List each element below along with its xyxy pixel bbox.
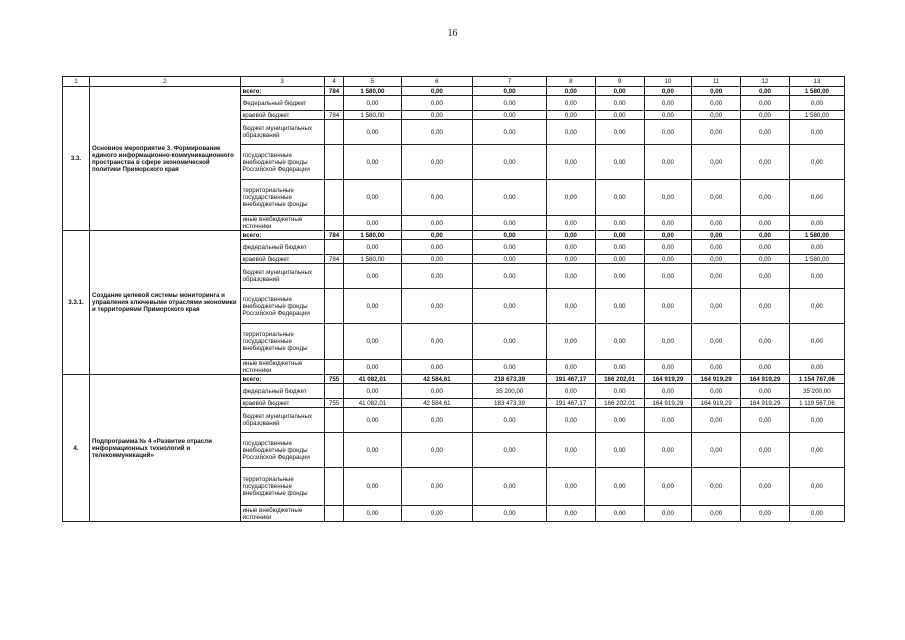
amount-cell: 0,00 xyxy=(692,240,741,255)
amount-cell: 0,00 xyxy=(401,231,473,240)
amount-cell: 0,00 xyxy=(692,384,741,399)
amount-cell: 1 119 567,06 xyxy=(789,399,844,408)
column-header-7: 7 xyxy=(473,77,547,87)
amount-cell: 0,00 xyxy=(595,87,644,96)
page-number: 16 xyxy=(447,28,458,39)
amount-cell: 0,00 xyxy=(401,408,473,433)
amount-cell: 0,00 xyxy=(546,111,595,120)
column-header-4: 4 xyxy=(324,77,344,87)
table-body xyxy=(63,87,845,522)
amount-cell: 41 082,01 xyxy=(344,399,401,408)
budget-code xyxy=(324,120,344,145)
amount-cell: 164 919,29 xyxy=(692,399,741,408)
amount-cell: 0,00 xyxy=(644,231,692,240)
budget-code: 755 xyxy=(324,375,344,384)
column-header-5: 5 xyxy=(344,77,401,87)
amount-cell: 0,00 xyxy=(401,289,473,324)
amount-cell: 0,00 xyxy=(741,468,790,506)
amount-cell: 0,00 xyxy=(344,180,401,216)
budget-code xyxy=(324,433,344,468)
budget-code: 755 xyxy=(324,399,344,408)
budget-code xyxy=(324,384,344,399)
budget-code xyxy=(324,240,344,255)
budget-code xyxy=(324,216,344,231)
amount-cell: 0,00 xyxy=(644,96,692,111)
amount-cell: 0,00 xyxy=(692,289,741,324)
funding-source: всего: xyxy=(240,231,324,240)
amount-cell: 0,00 xyxy=(344,360,401,375)
table-header xyxy=(63,77,845,87)
amount-cell: 0,00 xyxy=(344,384,401,399)
amount-cell: 0,00 xyxy=(546,216,595,231)
amount-cell: 0,00 xyxy=(401,324,473,360)
amount-cell: 0,00 xyxy=(401,360,473,375)
amount-cell: 0,00 xyxy=(401,96,473,111)
amount-cell: 0,00 xyxy=(644,255,692,264)
amount-cell: 1 580,00 xyxy=(344,111,401,120)
amount-cell: 0,00 xyxy=(546,87,595,96)
amount-cell: 0,00 xyxy=(595,216,644,231)
amount-cell: 0,00 xyxy=(344,408,401,433)
amount-cell: 0,00 xyxy=(344,433,401,468)
amount-cell: 0,00 xyxy=(546,145,595,180)
amount-cell: 0,00 xyxy=(401,240,473,255)
amount-cell: 41 082,01 xyxy=(344,375,401,384)
budget-code: 784 xyxy=(324,111,344,120)
amount-cell: 0,00 xyxy=(692,360,741,375)
column-header-9: 9 xyxy=(595,77,644,87)
amount-cell: 0,00 xyxy=(344,506,401,522)
amount-cell: 0,00 xyxy=(692,231,741,240)
amount-cell: 0,00 xyxy=(595,240,644,255)
amount-cell: 0,00 xyxy=(595,360,644,375)
amount-cell: 0,00 xyxy=(344,324,401,360)
amount-cell: 0,00 xyxy=(789,145,844,180)
amount-cell: 1 580,00 xyxy=(789,111,844,120)
amount-cell: 0,00 xyxy=(595,231,644,240)
amount-cell: 0,00 xyxy=(546,468,595,506)
amount-cell: 0,00 xyxy=(692,264,741,289)
amount-cell: 0,00 xyxy=(644,264,692,289)
amount-cell: 218 673,39 xyxy=(473,375,547,384)
budget-code: 784 xyxy=(324,231,344,240)
amount-cell: 0,00 xyxy=(546,264,595,289)
amount-cell: 1 580,00 xyxy=(789,255,844,264)
amount-cell: 0,00 xyxy=(644,384,692,399)
amount-cell: 0,00 xyxy=(789,433,844,468)
funding-source: государственные внебюджетные фонды Российской Федерации xyxy=(240,289,324,324)
amount-cell: 0,00 xyxy=(741,231,790,240)
table-row-total xyxy=(63,87,845,96)
amount-cell: 0,00 xyxy=(741,216,790,231)
amount-cell: 0,00 xyxy=(789,506,844,522)
budget-code xyxy=(324,289,344,324)
funding-source: Федеральный бюджет xyxy=(240,96,324,111)
amount-cell: 0,00 xyxy=(473,360,547,375)
amount-cell: 0,00 xyxy=(789,468,844,506)
amount-cell: 0,00 xyxy=(595,468,644,506)
amount-cell: 0,00 xyxy=(789,360,844,375)
amount-cell: 0,00 xyxy=(741,384,790,399)
amount-cell: 1 580,00 xyxy=(789,231,844,240)
funding-source: территориальные государственные внебюджетные фонды xyxy=(240,180,324,216)
amount-cell: 0,00 xyxy=(595,289,644,324)
amount-cell: 0,00 xyxy=(692,87,741,96)
amount-cell: 0,00 xyxy=(473,145,547,180)
amount-cell: 0,00 xyxy=(741,240,790,255)
amount-cell: 164 919,29 xyxy=(644,399,692,408)
budget-code xyxy=(324,264,344,289)
amount-cell: 0,00 xyxy=(401,216,473,231)
amount-cell: 183 473,39 xyxy=(473,399,547,408)
amount-cell: 0,00 xyxy=(644,408,692,433)
funding-source: бюджет муниципальных образований xyxy=(240,408,324,433)
item-number: 3.3.1. xyxy=(63,231,90,375)
amount-cell: 0,00 xyxy=(344,96,401,111)
amount-cell: 0,00 xyxy=(644,324,692,360)
amount-cell: 0,00 xyxy=(741,145,790,180)
amount-cell: 0,00 xyxy=(595,255,644,264)
amount-cell: 0,00 xyxy=(595,96,644,111)
amount-cell: 0,00 xyxy=(741,506,790,522)
funding-source: государственные внебюджетные фонды Российской Федерации xyxy=(240,145,324,180)
amount-cell: 0,00 xyxy=(344,289,401,324)
amount-cell: 0,00 xyxy=(741,264,790,289)
budget-code: 784 xyxy=(324,255,344,264)
amount-cell: 0,00 xyxy=(741,180,790,216)
amount-cell: 164 919,29 xyxy=(741,399,790,408)
amount-cell: 0,00 xyxy=(741,408,790,433)
amount-cell: 0,00 xyxy=(546,240,595,255)
budget-code xyxy=(324,468,344,506)
amount-cell: 0,00 xyxy=(473,324,547,360)
amount-cell: 0,00 xyxy=(473,216,547,231)
amount-cell: 0,00 xyxy=(401,255,473,264)
amount-cell: 164 919,29 xyxy=(741,375,790,384)
amount-cell: 0,00 xyxy=(789,408,844,433)
amount-cell: 0,00 xyxy=(595,111,644,120)
amount-cell: 0,00 xyxy=(344,468,401,506)
amount-cell: 1 580,00 xyxy=(344,231,401,240)
amount-cell: 0,00 xyxy=(401,264,473,289)
amount-cell: 0,00 xyxy=(789,216,844,231)
column-header-6: 6 xyxy=(401,77,473,87)
budget-code xyxy=(324,145,344,180)
budget-code xyxy=(324,324,344,360)
amount-cell: 0,00 xyxy=(546,231,595,240)
funding-source: краевой бюджет xyxy=(240,255,324,264)
amount-cell: 0,00 xyxy=(644,111,692,120)
amount-cell: 0,00 xyxy=(644,360,692,375)
amount-cell: 0,00 xyxy=(644,87,692,96)
header-row xyxy=(63,77,845,87)
amount-cell: 0,00 xyxy=(789,96,844,111)
amount-cell: 0,00 xyxy=(546,180,595,216)
amount-cell: 0,00 xyxy=(546,324,595,360)
amount-cell: 0,00 xyxy=(692,408,741,433)
amount-cell: 0,00 xyxy=(741,360,790,375)
funding-source: бюджет муниципальных образований xyxy=(240,120,324,145)
funding-source: всего: xyxy=(240,87,324,96)
amount-cell: 0,00 xyxy=(344,240,401,255)
amount-cell: 0,00 xyxy=(546,433,595,468)
amount-cell: 0,00 xyxy=(473,264,547,289)
amount-cell: 0,00 xyxy=(546,255,595,264)
budget-code xyxy=(324,408,344,433)
amount-cell: 0,00 xyxy=(692,111,741,120)
amount-cell: 0,00 xyxy=(595,264,644,289)
amount-cell: 166 202,01 xyxy=(595,375,644,384)
amount-cell: 0,00 xyxy=(741,87,790,96)
amount-cell: 35 200,00 xyxy=(789,384,844,399)
amount-cell: 0,00 xyxy=(473,408,547,433)
amount-cell: 0,00 xyxy=(344,120,401,145)
amount-cell: 0,00 xyxy=(595,433,644,468)
amount-cell: 0,00 xyxy=(692,433,741,468)
amount-cell: 0,00 xyxy=(473,111,547,120)
funding-source: краевой бюджет xyxy=(240,111,324,120)
amount-cell: 191 467,17 xyxy=(546,399,595,408)
column-header-10: 10 xyxy=(644,77,692,87)
amount-cell: 0,00 xyxy=(546,506,595,522)
amount-cell: 0,00 xyxy=(789,240,844,255)
amount-cell: 0,00 xyxy=(789,264,844,289)
amount-cell: 1 580,00 xyxy=(344,87,401,96)
amount-cell: 0,00 xyxy=(473,506,547,522)
amount-cell: 0,00 xyxy=(473,96,547,111)
amount-cell: 0,00 xyxy=(644,120,692,145)
funding-source: бюджет муниципальных образований xyxy=(240,264,324,289)
funding-source: государственные внебюджетные фонды Российской Федерации xyxy=(240,433,324,468)
amount-cell: 0,00 xyxy=(789,289,844,324)
amount-cell: 0,00 xyxy=(546,408,595,433)
item-number: 4. xyxy=(63,375,90,522)
amount-cell: 0,00 xyxy=(741,255,790,264)
item-title: Основное мероприятие 3. Формирование единого информационно-коммуникационного пространства в сфере экономической политики Приморского края xyxy=(90,87,241,231)
amount-cell: 0,00 xyxy=(644,145,692,180)
amount-cell: 0,00 xyxy=(546,96,595,111)
column-header-1: 1 xyxy=(63,77,90,87)
amount-cell: 42 584,61 xyxy=(401,375,473,384)
amount-cell: 0,00 xyxy=(401,506,473,522)
amount-cell: 191 467,17 xyxy=(546,375,595,384)
amount-cell: 0,00 xyxy=(789,120,844,145)
funding-source: федеральный бюджет xyxy=(240,240,324,255)
budget-code xyxy=(324,96,344,111)
amount-cell: 0,00 xyxy=(692,255,741,264)
amount-cell: 0,00 xyxy=(692,180,741,216)
amount-cell: 0,00 xyxy=(741,111,790,120)
amount-cell: 0,00 xyxy=(546,120,595,145)
amount-cell: 0,00 xyxy=(546,360,595,375)
budget-table xyxy=(62,76,845,522)
funding-source: всего: xyxy=(240,375,324,384)
amount-cell: 164 919,29 xyxy=(644,375,692,384)
amount-cell: 0,00 xyxy=(401,433,473,468)
funding-source: иные внебюджетные источники xyxy=(240,360,324,375)
amount-cell: 0,00 xyxy=(692,216,741,231)
amount-cell: 1 580,00 xyxy=(789,87,844,96)
amount-cell: 0,00 xyxy=(473,231,547,240)
amount-cell: 0,00 xyxy=(789,324,844,360)
amount-cell: 0,00 xyxy=(789,180,844,216)
budget-code: 784 xyxy=(324,87,344,96)
amount-cell: 0,00 xyxy=(401,87,473,96)
amount-cell: 42 584,61 xyxy=(401,399,473,408)
amount-cell: 0,00 xyxy=(401,120,473,145)
funding-source: федеральный бюджет xyxy=(240,384,324,399)
amount-cell: 1 154 767,06 xyxy=(789,375,844,384)
amount-cell: 0,00 xyxy=(401,111,473,120)
amount-cell: 0,00 xyxy=(644,216,692,231)
column-header-2: 2 xyxy=(90,77,241,87)
amount-cell: 0,00 xyxy=(644,240,692,255)
amount-cell: 0,00 xyxy=(741,433,790,468)
amount-cell: 0,00 xyxy=(692,96,741,111)
amount-cell: 0,00 xyxy=(692,145,741,180)
amount-cell: 0,00 xyxy=(595,324,644,360)
amount-cell: 0,00 xyxy=(644,289,692,324)
amount-cell: 164 919,29 xyxy=(692,375,741,384)
amount-cell: 0,00 xyxy=(401,384,473,399)
column-header-3: 3 xyxy=(240,77,324,87)
amount-cell: 0,00 xyxy=(692,120,741,145)
amount-cell: 0,00 xyxy=(473,240,547,255)
amount-cell: 0,00 xyxy=(473,120,547,145)
item-title: Создание целевой системы мониторинга и управления ключевыми отраслями экономики и территориями Приморского края xyxy=(90,231,241,375)
amount-cell: 0,00 xyxy=(473,433,547,468)
amount-cell: 0,00 xyxy=(595,145,644,180)
amount-cell: 0,00 xyxy=(692,506,741,522)
table-row-total xyxy=(63,231,845,240)
amount-cell: 0,00 xyxy=(644,468,692,506)
amount-cell: 0,00 xyxy=(595,180,644,216)
amount-cell: 35 200,00 xyxy=(473,384,547,399)
funding-source: краевой бюджет xyxy=(240,399,324,408)
amount-cell: 0,00 xyxy=(473,255,547,264)
item-title: Подпрограмма № 4 «Развитие отрасли информационных технологий и телекоммуникаций» xyxy=(90,375,241,522)
funding-source: иные внебюджетные источники xyxy=(240,506,324,522)
amount-cell: 0,00 xyxy=(473,180,547,216)
amount-cell: 0,00 xyxy=(401,180,473,216)
amount-cell: 0,00 xyxy=(692,468,741,506)
amount-cell: 0,00 xyxy=(401,468,473,506)
funding-source: территориальные государственные внебюджетные фонды xyxy=(240,324,324,360)
column-header-11: 11 xyxy=(692,77,741,87)
column-header-8: 8 xyxy=(546,77,595,87)
amount-cell: 0,00 xyxy=(473,468,547,506)
column-header-13: 13 xyxy=(789,77,844,87)
amount-cell: 0,00 xyxy=(741,120,790,145)
amount-cell: 0,00 xyxy=(595,506,644,522)
amount-cell: 0,00 xyxy=(546,289,595,324)
amount-cell: 0,00 xyxy=(344,145,401,180)
amount-cell: 0,00 xyxy=(644,180,692,216)
amount-cell: 0,00 xyxy=(344,264,401,289)
table-row-total xyxy=(63,375,845,384)
budget-code xyxy=(324,180,344,216)
item-number: 3.3. xyxy=(63,87,90,231)
budget-code xyxy=(324,360,344,375)
amount-cell: 166 202,01 xyxy=(595,399,644,408)
budget-code xyxy=(324,506,344,522)
amount-cell: 0,00 xyxy=(741,289,790,324)
amount-cell: 0,00 xyxy=(692,324,741,360)
amount-cell: 0,00 xyxy=(595,120,644,145)
amount-cell: 0,00 xyxy=(644,506,692,522)
amount-cell: 0,00 xyxy=(473,289,547,324)
amount-cell: 0,00 xyxy=(401,145,473,180)
amount-cell: 0,00 xyxy=(741,96,790,111)
amount-cell: 0,00 xyxy=(344,216,401,231)
funding-source: иные внебюджетные источники xyxy=(240,216,324,231)
amount-cell: 0,00 xyxy=(595,384,644,399)
amount-cell: 0,00 xyxy=(644,433,692,468)
amount-cell: 0,00 xyxy=(595,408,644,433)
amount-cell: 0,00 xyxy=(741,324,790,360)
amount-cell: 0,00 xyxy=(546,384,595,399)
amount-cell: 1 580,00 xyxy=(344,255,401,264)
funding-source: территориальные государственные внебюджетные фонды xyxy=(240,468,324,506)
amount-cell: 0,00 xyxy=(473,87,547,96)
column-header-12: 12 xyxy=(741,77,790,87)
